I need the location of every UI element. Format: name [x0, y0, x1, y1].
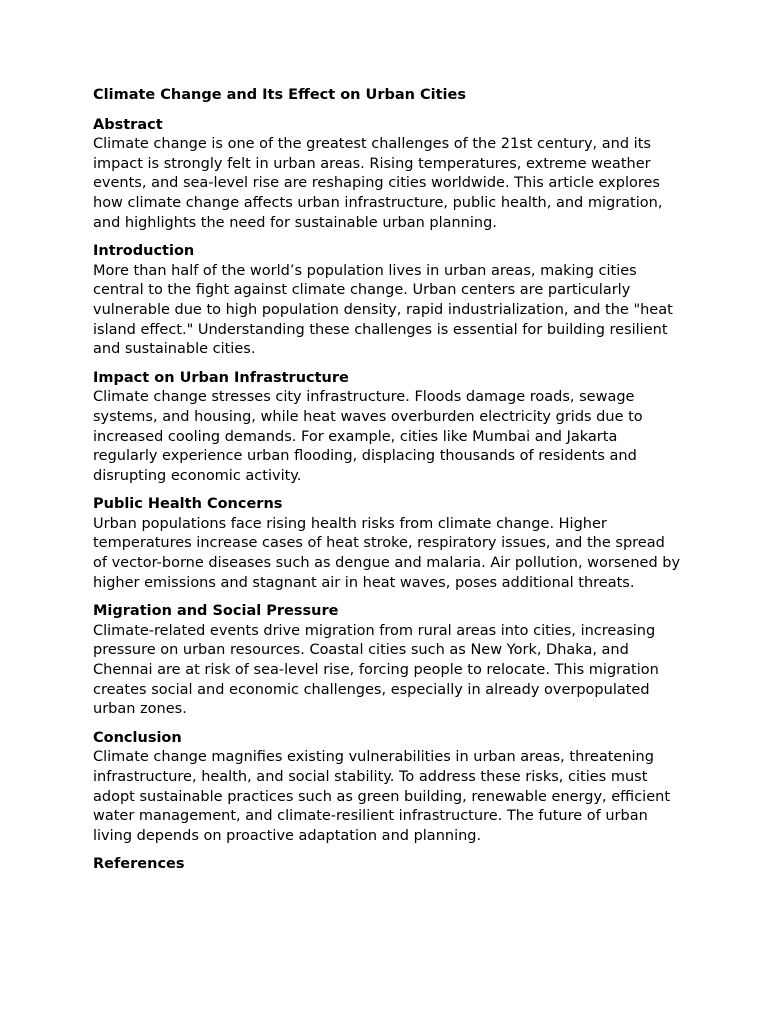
- document-page: [93, 86, 683, 884]
- section-heading: Migration and Social Pressure: [93, 603, 339, 620]
- section-body: Climate change magnifies existing vulnerabilities in urban areas, threatening infrastructure, health, and social stability. To address these risks, cities must adopt sustainable practices such as green building, renewable energy, efficient water management, and climate-resilient infrastructure. The future of urban living depends on proactive adaptation and planning.: [93, 749, 670, 844]
- section-body: More than half of the world’s population lives in urban areas, making cities central to the fight against climate change. Urban centers are particularly vulnerable due to high population density, rapid industrialization, and the "heat island effect." Understanding these challenges is essential for building resilient and sustainable cities.: [93, 262, 673, 358]
- section-heading: Introduction: [93, 243, 195, 260]
- section-abstract: [93, 116, 683, 234]
- section-heading: Impact on Urban Infrastructure: [93, 369, 349, 386]
- section-body: Climate-related events drive migration from rural areas into cities, increasing pressure on urban resources. Coastal cities such as New York, Dhaka, and Chennai are at risk of sea-level rise, forcing people to relocate. This migration creates social and economic challenges, especially in already overpopulated urban zones.: [93, 622, 659, 718]
- section-introduction: [93, 242, 683, 360]
- section-infrastructure: [93, 369, 683, 487]
- section-references: [93, 855, 683, 875]
- section-public-health: [93, 495, 683, 593]
- section-heading: References: [93, 856, 185, 873]
- section-migration: [93, 602, 683, 720]
- section-body: Climate change is one of the greatest challenges of the 21st century, and its impact is strongly felt in urban areas. Rising temperatures, extreme weather events, and sea-level rise are reshaping cities worldwide. This article explores how climate change affects urban infrastructure, public health, and migration, and highlights the need for sustainable urban planning.: [93, 136, 663, 231]
- section-heading: Conclusion: [93, 729, 182, 746]
- section-conclusion: [93, 729, 683, 847]
- section-body: Urban populations face rising health risks from climate change. Higher temperatures increase cases of heat stroke, respiratory issues, and the spread of vector-borne diseases such as dengue and malaria. Air pollution, worsened by higher emissions and stagnant air in heat waves, poses additional threats.: [93, 515, 681, 591]
- section-heading: Public Health Concerns: [93, 496, 283, 513]
- document-title: Climate Change and Its Effect on Urban Cities: [93, 87, 466, 103]
- section-body: Climate change stresses city infrastructure. Floods damage roads, sewage systems, and housing, while heat waves overburden electricity grids due to increased cooling demands. For example, cities like Mumbai and Jakarta regularly experience urban flooding, displacing thousands of residents and disrupting economic activity.: [93, 389, 643, 484]
- section-heading: Abstract: [93, 116, 163, 133]
